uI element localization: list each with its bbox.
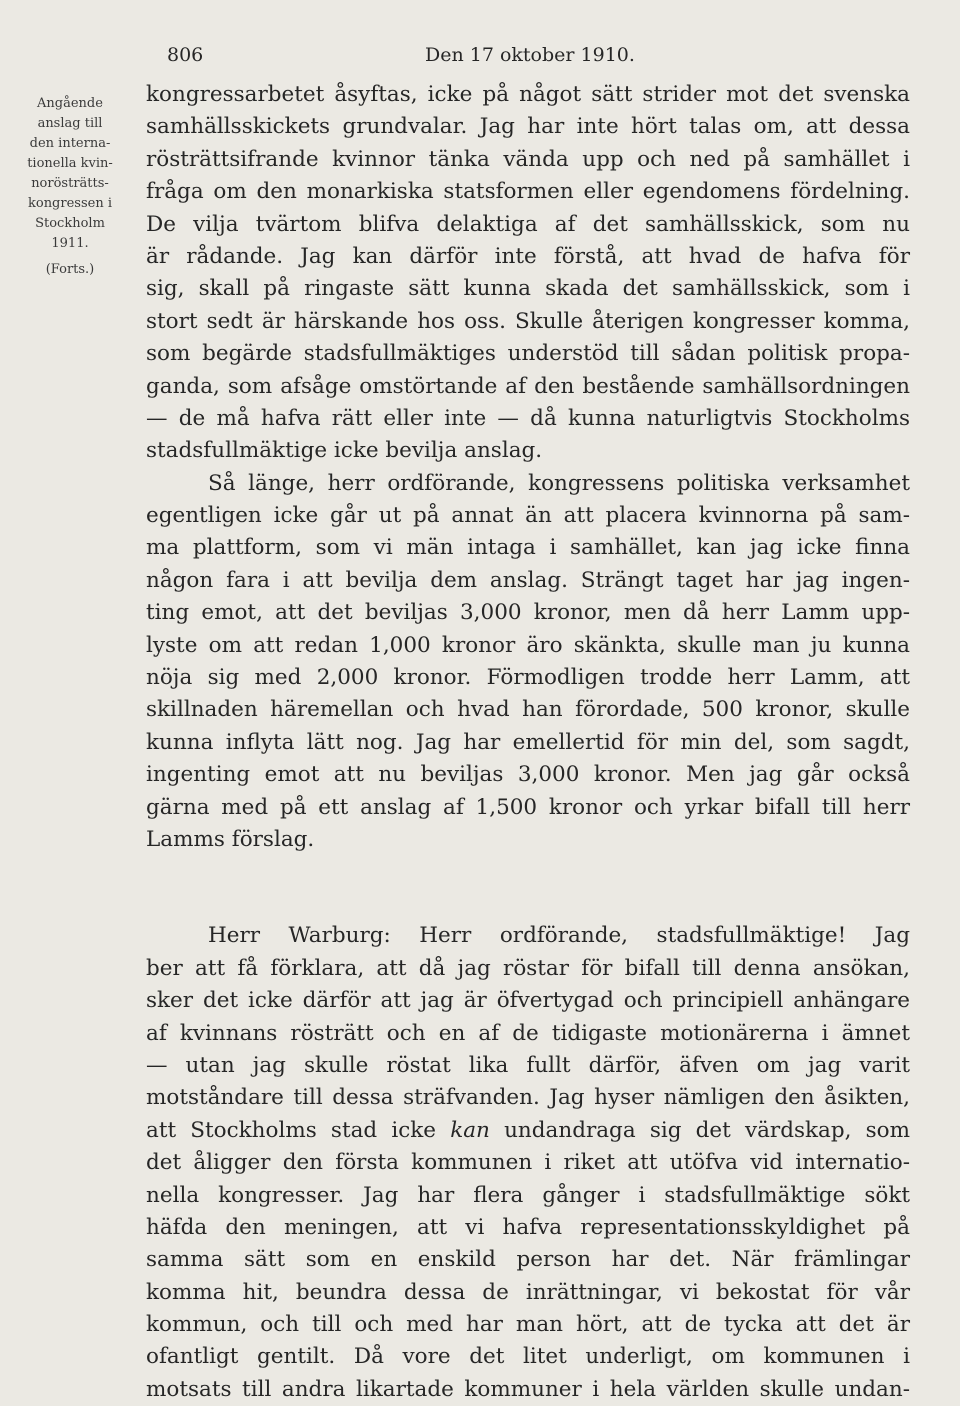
text-line: nöja sig med 2,000 kronor. Förmodligen trodde herr Lamm, att: [146, 665, 910, 691]
text-line: motsats till andra likartade kommuner i hela världen skulle undan-: [146, 1376, 910, 1402]
text-line: ganda, som afsåge omstörtande af den bestående samhällsordningen: [146, 373, 910, 399]
text-line: Lamms förslag.: [146, 826, 315, 852]
text-line: är rådande. Jag kan därför inte förstå, att hvad de hafva för: [146, 243, 910, 269]
text-line: kongressarbetet åsyftas, icke på något sätt strider mot det svenska: [146, 82, 910, 107]
text-line: skillnaden häremellan och hvad han förordade, 500 kronor, skulle: [146, 697, 910, 723]
paragraph: [146, 468, 910, 857]
text-line: motståndare till dessa sträfvanden. Jag hyser nämligen den åsikten,: [146, 1085, 910, 1111]
text-line: nella kongresser. Jag har flera gånger i stadsfullmäktige sökt: [146, 1182, 910, 1208]
text-line: rösträttsifrande kvinnor tänka vända upp och ned på samhället i: [146, 146, 910, 172]
text-line: samma sätt som en enskild person har det. När främlingar: [146, 1247, 910, 1273]
text-line: fråga om den monarkiska statsformen eller egendomens fördelning.: [146, 179, 910, 205]
text-line: af kvinnans rösträtt och en af de tidigaste motionärerna i ämnet: [146, 1020, 910, 1046]
margin-note-line: den interna-: [29, 136, 111, 151]
text-line-with-emphasis: [146, 1115, 910, 1147]
body-text: [146, 79, 910, 1406]
text-line: ber att få förklara, att då jag röstar för bifall till denna ansökan,: [146, 955, 910, 981]
text-line: stadsfullmäktige icke bevilja anslag.: [146, 438, 543, 464]
margin-note-line: 1911.: [51, 236, 89, 251]
text-line: ingenting emot att nu beviljas 3,000 kronor. Men jag går också: [146, 762, 910, 788]
emphasized-word: kan: [450, 1117, 490, 1143]
text-line: ting emot, att det beviljas 3,000 kronor, men då herr Lamm upp-: [146, 600, 910, 626]
margin-note-line: Angående: [37, 96, 103, 111]
margin-note-continued: (Forts.): [45, 262, 95, 277]
paragraph-continued: [146, 79, 910, 468]
speech-paragraph: [146, 920, 910, 1406]
text-line: sker det icke därför att jag är öfvertygad och principiell anhängare: [146, 988, 910, 1014]
text-line: som begärde stadsfullmäktiges understöd till sådan politisk propa-: [146, 341, 910, 367]
text-line: ma plattform, som vi män intaga i samhället, kan jag icke finna: [146, 535, 910, 561]
text-line: samhällsskickets grundvalar. Jag har inte hört talas om, att dessa: [146, 114, 910, 140]
text-line: kommun, och till och med har man hört, att de tycka att det är: [146, 1312, 910, 1338]
text-line: häfda den meningen, att vi hafva representationsskyldighet på: [146, 1214, 910, 1240]
margin-note-line: norösträtts-: [31, 176, 109, 191]
margin-note-line: tionella kvin-: [27, 156, 113, 171]
page-header: [0, 38, 960, 68]
text-line: stort sedt är härskande hos oss. Skulle återigen kongresser komma,: [146, 308, 910, 334]
text-line: De vilja tvärtom blifva delaktiga af det samhällsskick, som nu: [146, 211, 910, 237]
text-line: — de må hafva rätt eller inte — då kunna naturligtvis Stockholms: [146, 405, 910, 431]
text-line: — utan jag skulle röstat lika fullt därför, äfven om jag varit: [146, 1052, 910, 1078]
page-number: 806: [167, 44, 204, 66]
text-segment: att Stockholms stad icke: [146, 1117, 451, 1143]
text-line: gärna med på ett anslag af 1,500 kronor och yrkar bifall till herr: [146, 794, 910, 820]
margin-note-line: anslag till: [37, 116, 103, 131]
text-line: någon fara i att bevilja dem anslag. Strängt taget har jag ingen-: [146, 567, 910, 593]
section-gap: [146, 856, 910, 920]
text-line: ofantligt gentilt. Då vore det litet underligt, om kommunen i: [146, 1344, 910, 1370]
text-line: kunna inflyta lätt nog. Jag har emellertid för min del, som sagdt,: [146, 729, 910, 755]
text-line: lyste om att redan 1,000 kronor äro skänkta, skulle man ju kunna: [146, 632, 910, 658]
text-line: egentligen icke går ut på annat än att placera kvinnorna på sam-: [146, 503, 910, 529]
text-line: Så länge, herr ordförande, kongressens politiska verksamhet: [208, 470, 910, 496]
speaker-line: Herr Warburg: Herr ordförande, stadsfullmäktige! Jag: [208, 923, 910, 949]
margin-note-line: Stockholm: [35, 216, 105, 231]
margin-note: [6, 94, 134, 280]
text-line: sig, skall på ringaste sätt kunna skada det samhällsskick, som i: [146, 276, 910, 302]
margin-note-line: kongressen i: [27, 196, 112, 211]
running-header-date: Den 17 oktober 1910.: [425, 44, 635, 66]
text-segment: undandraga sig det värdskap, som: [489, 1117, 910, 1143]
text-line: det åligger den första kommunen i riket att utöfva vid internatio-: [146, 1150, 910, 1176]
text-line: komma hit, beundra dessa de inrättningar, vi bekostat för vår: [146, 1279, 910, 1305]
